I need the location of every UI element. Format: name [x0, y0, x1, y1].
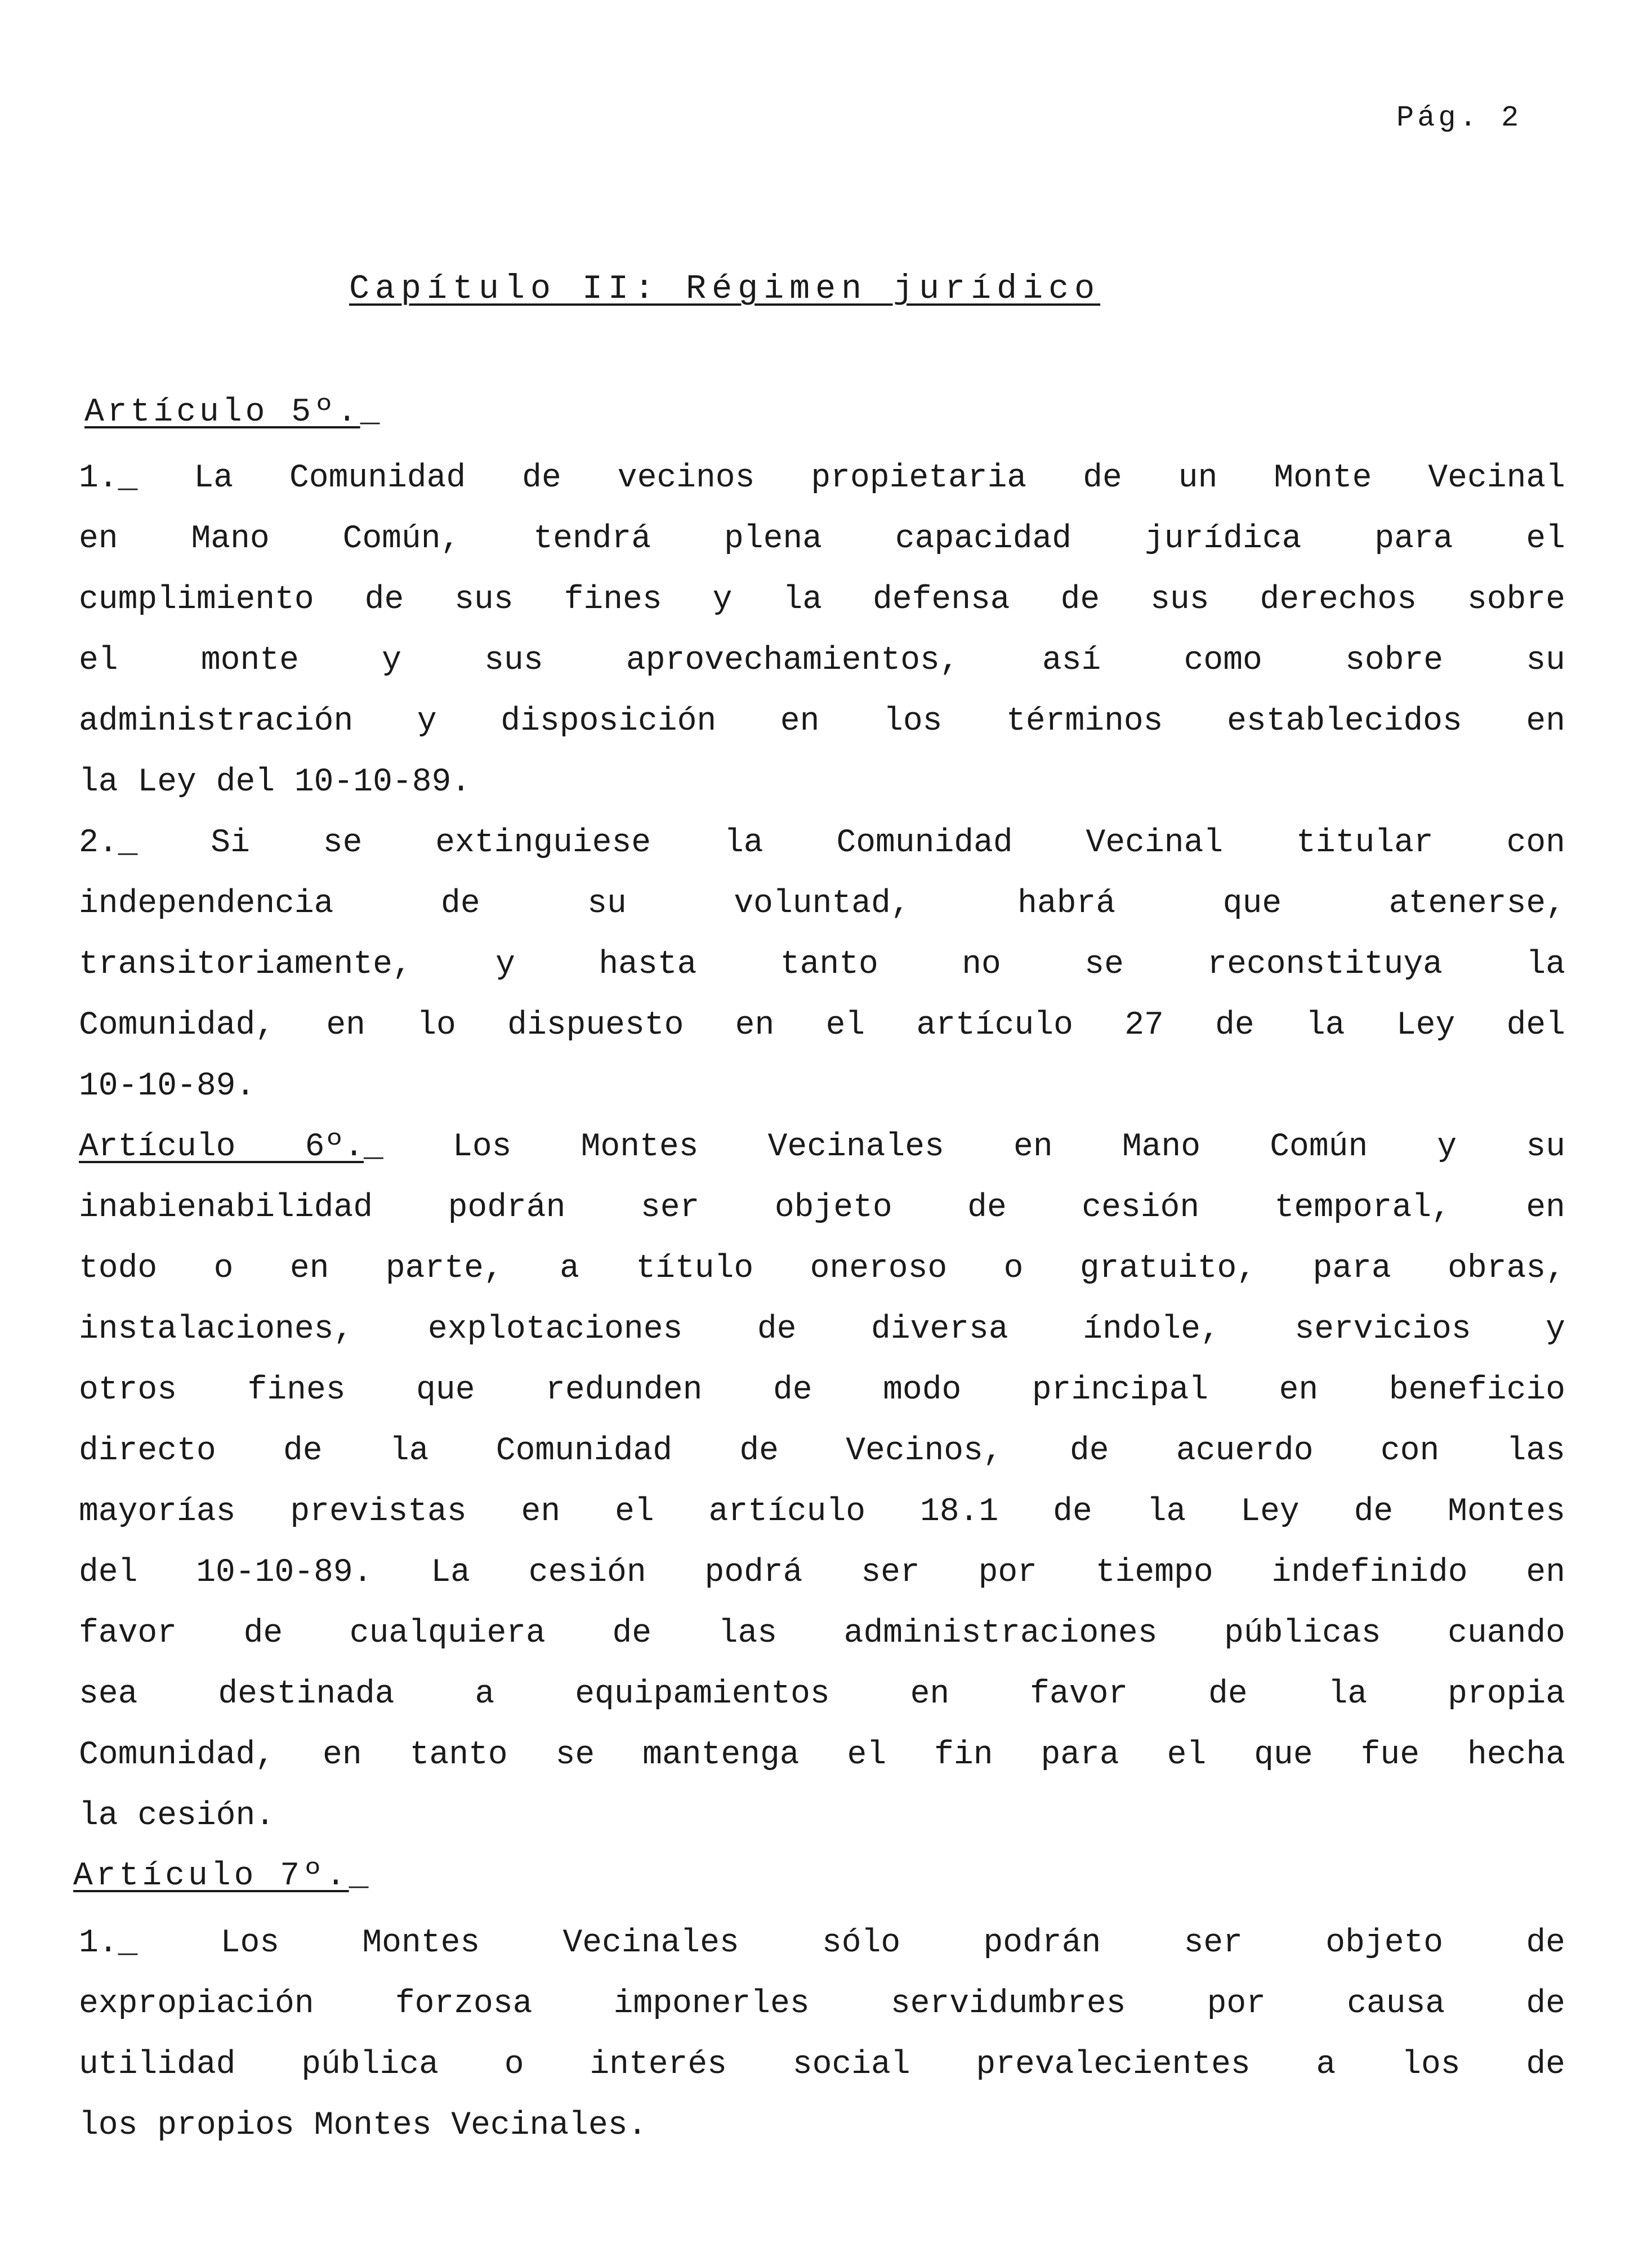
article-6-line: la cesión. — [79, 1798, 275, 1834]
article-5-line: la Ley del 10-10-89. — [79, 764, 471, 801]
article-5-line: 1._ La Comunidad de vecinos propietaria de un Monte Vecinal — [79, 460, 1565, 497]
article-6-line: mayorías previstas en el artículo 18.1 de la Ley de Montes — [79, 1494, 1565, 1530]
article-5-line: independencia de su voluntad, habrá que atenerse, — [79, 886, 1565, 922]
article-6-first-line-text: Los Montes Vecinales en Mano Común y su — [453, 1129, 1566, 1165]
article-6-line: directo de la Comunidad de Vecinos, de acuerdo con las — [79, 1433, 1565, 1469]
article-6-line: Comunidad, en tanto se mantenga el fin para el que fue hecha — [79, 1737, 1565, 1773]
article-5-heading-text: Artículo 5º. — [84, 394, 360, 431]
article-5-line: transitoriamente, y hasta tanto no se reconstituya la — [79, 946, 1565, 983]
page-number: Pág. 2 — [1396, 101, 1522, 135]
article-5-line: administración y disposición en los términos establecidos en — [79, 703, 1565, 740]
article-7-line: utilidad pública o interés social prevalecientes a los de — [79, 2047, 1565, 2083]
chapter-title: Capítulo II: Régimen jurídico — [349, 270, 1101, 309]
article-7-line: 1._ Los Montes Vecinales sólo podrán ser objeto de — [79, 1925, 1565, 1961]
article-7-line: expropiación forzosa imponerles servidumbres por causa de — [79, 1986, 1565, 2022]
article-5-line: 10-10-89. — [79, 1068, 256, 1105]
article-6-line: sea destinada a equipamientos en favor de la propia — [79, 1676, 1565, 1713]
article-7-heading-text: Artículo 7º. — [73, 1858, 349, 1894]
article-5-line: 2._ Si se extinguiese la Comunidad Vecinal titular con — [79, 825, 1565, 861]
article-6-line: del 10-10-89. La cesión podrá ser por tiempo indefinido en — [79, 1554, 1565, 1591]
article-7-heading — [73, 1858, 372, 1894]
article-6-line: instalaciones, explotaciones de diversa índole, servicios y — [79, 1311, 1565, 1348]
article-5-line: cumplimiento de sus fines y la defensa de sus derechos sobre — [79, 582, 1565, 618]
article-6-line: otros fines que redunden de modo principal en beneficio — [79, 1372, 1565, 1409]
article-5-heading-suffix: _ — [360, 394, 383, 431]
article-6-line: favor de cualquiera de las administraciones públicas cuando — [79, 1615, 1565, 1652]
article-7-line: los propios Montes Vecinales. — [79, 2107, 648, 2144]
article-5-line: Comunidad, en lo dispuesto en el artículo 27 de la Ley del — [79, 1007, 1565, 1044]
article-6-line: todo o en parte, a título oneroso o gratuito, para obras, — [79, 1250, 1565, 1287]
article-6-heading: Artículo 6º. — [79, 1129, 364, 1165]
article-6-heading-suffix: _ — [364, 1129, 383, 1165]
article-7-heading-suffix: _ — [349, 1858, 372, 1894]
article-6-line: inabienabilidad podrán ser objeto de cesión temporal, en — [79, 1190, 1565, 1226]
article-5-heading — [84, 394, 383, 431]
article-5-line: el monte y sus aprovechamientos, así como sobre su — [79, 642, 1565, 679]
article-6-first-line — [79, 1125, 1565, 1170]
article-5-line: en Mano Común, tendrá plena capacidad jurídica para el — [79, 521, 1565, 557]
